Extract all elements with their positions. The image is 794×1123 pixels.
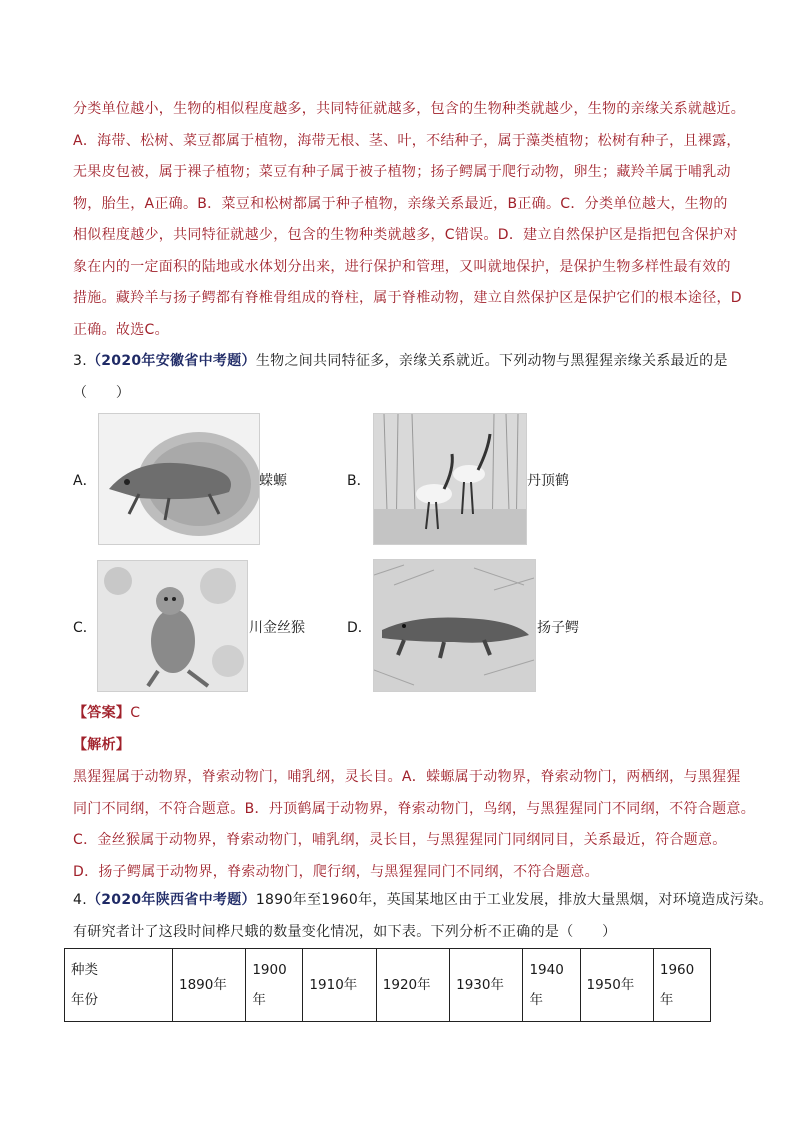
golden-monkey-image xyxy=(98,561,247,691)
question-text: 生物之间共同特征多，亲缘关系就近。下列动物与黑猩猩亲缘关系最近的是 xyxy=(255,353,728,369)
analysis-paragraph xyxy=(73,762,756,888)
table-corner-cell xyxy=(65,949,173,1022)
option-c-label: 川金丝猴 xyxy=(249,620,305,636)
question-text: 1890年至1960年，英国某地区由于工业发展，排放大量黑烟，对环境造成污染。 xyxy=(255,892,773,908)
year-label: 年 xyxy=(252,992,266,1008)
crane-image xyxy=(374,414,526,544)
intro-line: 措施。藏羚羊与扬子鳄都有脊椎骨组成的脊柱，属于脊椎动物，建立自然保护区是保护它们的根本途径，D xyxy=(73,290,742,306)
question-number: 4. xyxy=(73,892,87,908)
option-b-label: 丹顶鹤 xyxy=(527,473,569,489)
intro-line: A．海带、松树、菜豆都属于植物，海带无根、茎、叶，不结种子，属于藻类植物；松树有种子，且裸露， xyxy=(73,132,741,149)
intro-line: 相似程度越少，共同特征就越少，包含的生物种类就越多，C错误。D．建立自然保护区是指把包含保护对 xyxy=(73,227,738,243)
year-label: 1920年 xyxy=(382,977,431,993)
option-d-image xyxy=(373,559,536,692)
salamander-image xyxy=(99,414,259,544)
option-d-letter: D． xyxy=(347,620,372,636)
analysis-line: D．扬子鳄属于动物界，脊索动物门，爬行纲，与黑猩猩同门不同纲，不符合题意。 xyxy=(73,863,599,880)
analysis-line: 同门不同纲，不符合题意。B．丹顶鹤属于动物界，脊索动物门，鸟纲，与黑猩猩同门不同纲，不符合题意。 xyxy=(73,800,756,817)
question-number: 3. xyxy=(73,353,87,369)
year-label: 1960 xyxy=(659,962,695,978)
year-cell xyxy=(450,949,523,1022)
analysis-line: C．金丝猴属于动物界，脊索动物门，哺乳纲，灵长目，与黑猩猩同门同纲同目，关系最近，符合题意。 xyxy=(73,832,727,848)
answer-tag: 【答案】 xyxy=(73,705,131,721)
year-cell xyxy=(173,949,246,1022)
intro-line: 象在内的一定面积的陆地或水体划分出来，进行保护和管理，又叫就地保护，是保护生物多样性最有效的 xyxy=(73,258,731,275)
year-cell xyxy=(246,949,303,1022)
option-c-letter: C． xyxy=(73,620,97,636)
question-3-stem xyxy=(73,346,733,409)
answer-blank: （ ） xyxy=(73,384,131,401)
intro-line: 无果皮包被，属于裸子植物；菜豆有种子属于被子植物；扬子鳄属于爬行动物，卵生；藏羚羊属于哺乳动 xyxy=(73,164,731,180)
intro-line: 正确。故选C。 xyxy=(73,321,169,338)
year-cell xyxy=(523,949,580,1022)
option-d-label: 扬子鳄 xyxy=(537,620,579,636)
year-label: 1900 xyxy=(252,962,287,978)
intro-line: 分类单位越小，生物的相似程度越多，共同特征就越多，包含的生物种类就越少，生物的亲缘关系就越近。 xyxy=(73,101,746,117)
year-cell xyxy=(653,949,710,1022)
year-cell xyxy=(580,949,653,1022)
option-a-letter: A． xyxy=(73,473,97,489)
year-label: 1940 xyxy=(529,962,564,978)
option-b-letter: B． xyxy=(347,473,371,489)
intro-paragraph xyxy=(73,94,746,346)
table-header-row xyxy=(65,949,711,1022)
option-a-label: 蝾螈 xyxy=(259,473,287,489)
corner-bottom-label: 年份 xyxy=(71,992,98,1008)
alligator-image xyxy=(374,560,535,691)
option-c-image xyxy=(97,560,248,692)
year-label: 年 xyxy=(529,992,543,1008)
analysis-line: 黑猩猩属于动物界，脊索动物门，哺乳纲，灵长目。A．蝾螈属于动物界，脊索动物门，两栖纲，与黑猩猩 xyxy=(73,769,741,785)
question-source: （2020年陕西省中考题） xyxy=(86,892,256,908)
option-b-image xyxy=(373,413,527,545)
answer-block xyxy=(73,698,733,761)
question-4-stem xyxy=(73,885,773,948)
year-label: 年 xyxy=(659,992,674,1008)
year-label: 1890年 xyxy=(179,977,227,993)
year-cell xyxy=(376,949,449,1022)
answer-value: C xyxy=(130,705,141,721)
moth-data-table xyxy=(64,948,711,1022)
question-text: 有研究者计了这段时间桦尺蛾的数量变化情况，如下表。下列分析不正确的是（ ） xyxy=(73,923,617,940)
corner-top-label: 种类 xyxy=(71,962,98,978)
year-cell xyxy=(303,949,376,1022)
year-label: 1950年 xyxy=(586,977,635,993)
intro-line: 物，胎生，A正确。B．菜豆和松树都属于种子植物，亲缘关系最近，B正确。C．分类单位越大，生物的 xyxy=(73,195,728,212)
question-source: （2020年安徽省中考题） xyxy=(86,353,256,369)
option-a-image xyxy=(98,413,260,545)
year-label: 1930年 xyxy=(456,977,504,993)
analysis-tag: 【解析】 xyxy=(73,736,131,753)
year-label: 1910年 xyxy=(309,977,358,993)
